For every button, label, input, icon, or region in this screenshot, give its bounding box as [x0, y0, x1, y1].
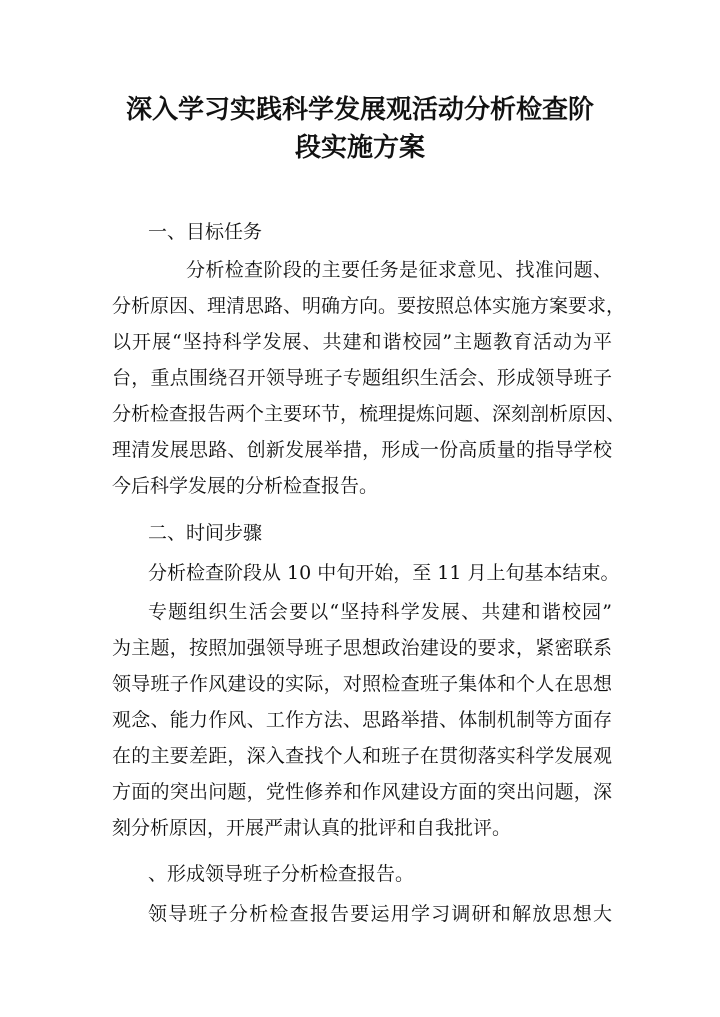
section-heading-goals: 一、目标任务: [148, 221, 263, 243]
paragraph-line: 分析检查阶段从 10 中旬开始，至 11 月上旬基本结束。: [148, 562, 620, 584]
paragraph-line: 今后科学发展的分析检查报告。: [112, 475, 379, 497]
paragraph-line: 领导班子作风建设的实际，对照检查班子集体和个人在思想: [112, 673, 612, 695]
paragraph-line: 观念、能力作风、工作方法、思路举措、体制机制等方面存: [112, 709, 612, 731]
paragraph-line: 为主题，按照加强领导班子思想政治建设的要求，紧密联系: [112, 637, 612, 659]
paragraph-line: 理清发展思路、创新发展举措，形成一份高质量的指导学校: [112, 439, 612, 461]
paragraph-line: 以开展“坚持科学发展、共建和谐校园”主题教育活动为平: [112, 331, 612, 353]
paragraph-line: 台，重点围绕召开领导班子专题组织生活会、形成领导班子: [112, 367, 612, 389]
paragraph-line: 分析检查阶段的主要任务是征求意见、找准问题、: [186, 259, 612, 281]
document-title-line-2: 段实施方案: [294, 133, 425, 163]
paragraph-line: 分析检查报告两个主要环节，梳理提炼问题、深刻剖析原因、: [112, 403, 626, 425]
paragraph-line: 方面的突出问题，党性修养和作风建设方面的突出问题，深: [112, 781, 612, 803]
paragraph-line: 、形成领导班子分析检查报告。: [148, 863, 415, 885]
paragraph-line: 在的主要差距，深入查找个人和班子在贯彻落实科学发展观: [112, 745, 612, 767]
section-heading-schedule: 二、时间步骤: [148, 522, 263, 544]
paragraph-line: 分析原因、理清思路、明确方向。要按照总体实施方案要求，: [112, 295, 626, 317]
paragraph-line: 专题组织生活会要以“坚持科学发展、共建和谐校园”: [148, 601, 612, 623]
paragraph-line: 领导班子分析检查报告要运用学习调研和解放思想大: [148, 903, 612, 925]
paragraph-line: 刻分析原因，开展严肃认真的批评和自我批评。: [112, 817, 512, 839]
document-title-line-1: 深入学习实践科学发展观活动分析检查阶: [125, 95, 594, 125]
